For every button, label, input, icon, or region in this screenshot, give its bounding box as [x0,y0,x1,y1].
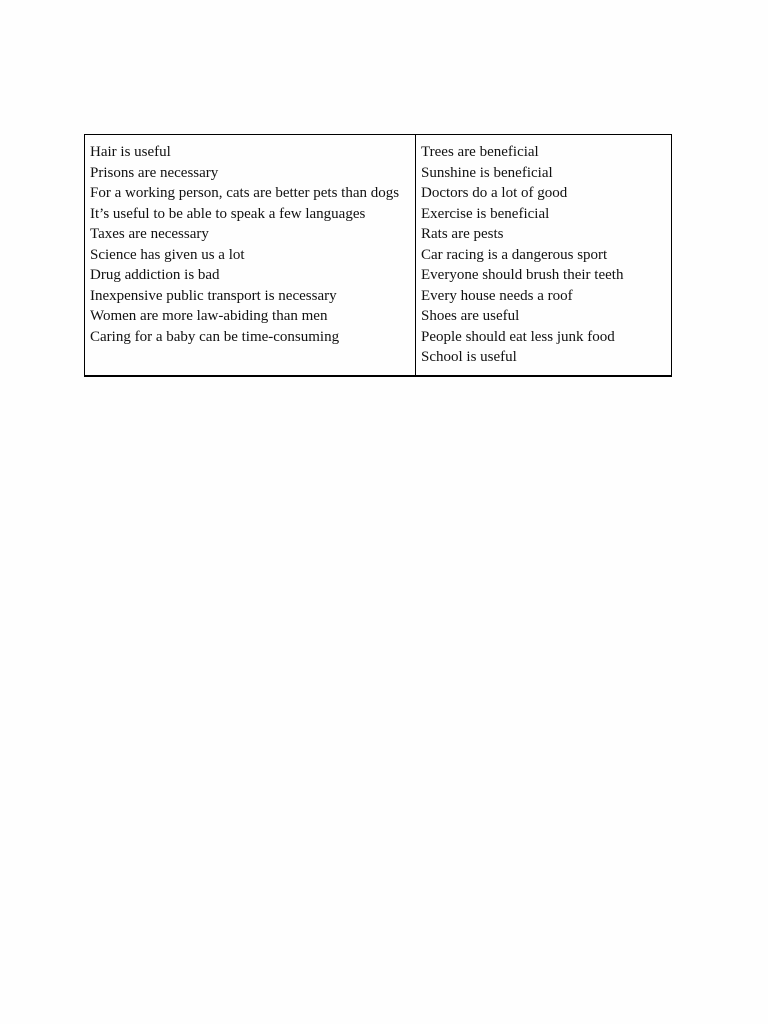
list-item: Car racing is a dangerous sport [421,246,608,263]
list-item: Science has given us a lot [90,246,245,263]
list-item: Trees are beneficial [421,144,539,160]
right-column-cell [416,135,672,376]
list-item: Rats are pests [421,226,504,242]
table-row [85,135,672,376]
left-column-cell [85,135,416,376]
statements-table [84,134,672,377]
list-item: Hair is useful [90,144,171,160]
list-item: Drug addiction is bad [90,267,220,283]
list-item: Taxes are necessary [90,226,209,242]
list-item: For a working person, cats are better pets than dogs [90,185,400,201]
list-item: Women are more law-abiding than men [90,308,328,324]
list-item: Prisons are necessary [90,164,219,181]
list-item: Everyone should brush their teeth [421,267,624,283]
list-item: Caring for a baby can be time-consuming [90,328,340,345]
right-statement-list [421,142,666,368]
list-item: Sunshine is beneficial [421,164,553,181]
list-item: People should eat less junk food [421,328,615,345]
left-statement-list [90,142,410,347]
list-item: Exercise is beneficial [421,205,550,222]
list-item: School is useful [421,349,517,365]
list-item: Shoes are useful [421,308,520,324]
list-item: It’s useful to be able to speak a few languages [90,205,366,222]
list-item: Every house needs a roof [421,287,573,304]
list-item: Inexpensive public transport is necessary [90,287,337,304]
list-item: Doctors do a lot of good [421,185,568,201]
